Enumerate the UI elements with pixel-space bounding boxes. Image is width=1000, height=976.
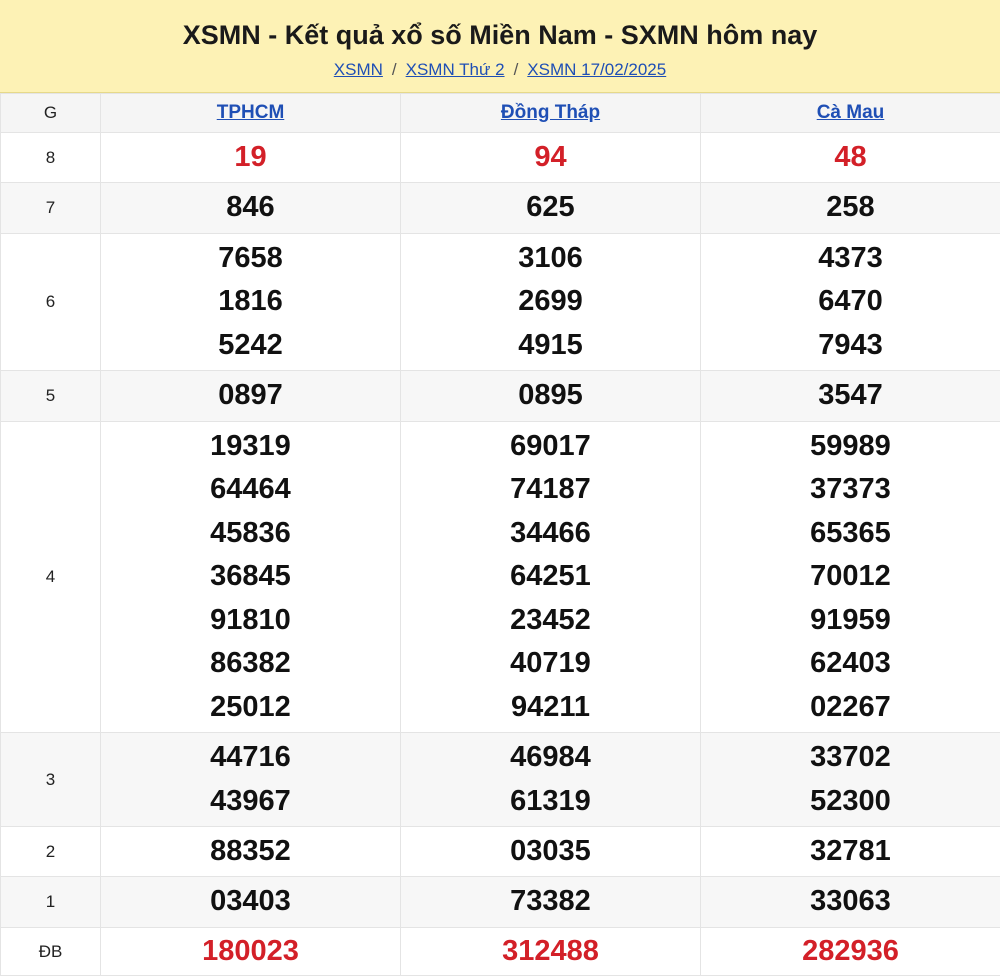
prize-label: 5	[1, 371, 101, 422]
result-number: 88352	[101, 830, 400, 873]
result-number: 73382	[401, 880, 700, 923]
result-number: 5242	[101, 324, 400, 367]
result-number: 40719	[401, 642, 700, 685]
result-cell	[401, 877, 701, 928]
result-number: 91810	[101, 599, 400, 642]
result-number: 625	[401, 186, 700, 229]
result-cell	[101, 133, 401, 183]
result-number: 70012	[701, 555, 1000, 598]
result-number: 36845	[101, 555, 400, 598]
result-number: 19319	[101, 425, 400, 468]
result-number: 1816	[101, 280, 400, 323]
table-header-row	[1, 94, 1000, 133]
result-cell	[701, 133, 1000, 183]
result-number: 64464	[101, 468, 400, 511]
result-number: 282936	[701, 930, 1000, 973]
result-number: 32781	[701, 830, 1000, 873]
result-number: 33063	[701, 880, 1000, 923]
column-header-province	[401, 94, 701, 133]
prize-label: 4	[1, 422, 101, 733]
result-cell	[101, 928, 401, 976]
result-cell	[701, 928, 1000, 976]
result-number: 2699	[401, 280, 700, 323]
prize-row	[1, 877, 1000, 928]
breadcrumb-link-xsmn[interactable]: XSMN	[334, 60, 383, 79]
result-number: 19	[101, 136, 400, 179]
prize-label: 7	[1, 183, 101, 234]
result-number: 65365	[701, 512, 1000, 555]
result-number: 61319	[401, 780, 700, 823]
result-number: 45836	[101, 512, 400, 555]
result-number: 25012	[101, 686, 400, 729]
result-cell	[701, 877, 1000, 928]
breadcrumb-link-date[interactable]: XSMN 17/02/2025	[527, 60, 666, 79]
result-number: 86382	[101, 642, 400, 685]
breadcrumb-separator: /	[514, 60, 519, 79]
result-cell	[101, 183, 401, 234]
result-number: 37373	[701, 468, 1000, 511]
results-table	[0, 93, 1000, 976]
result-number: 0895	[401, 374, 700, 417]
result-number: 62403	[701, 642, 1000, 685]
result-number: 258	[701, 186, 1000, 229]
result-cell	[401, 827, 701, 877]
page-header	[0, 0, 1000, 93]
result-number: 02267	[701, 686, 1000, 729]
result-cell	[101, 422, 401, 733]
result-cell	[101, 827, 401, 877]
result-number: 94211	[401, 686, 700, 729]
result-cell	[401, 733, 701, 827]
result-number: 7943	[701, 324, 1000, 367]
column-header-province	[701, 94, 1000, 133]
prize-row	[1, 133, 1000, 183]
prize-row	[1, 827, 1000, 877]
result-number: 44716	[101, 736, 400, 779]
result-number: 4373	[701, 237, 1000, 280]
result-cell	[101, 371, 401, 422]
result-cell	[401, 371, 701, 422]
prize-row	[1, 928, 1000, 976]
result-cell	[701, 371, 1000, 422]
prize-label: 6	[1, 234, 101, 371]
result-cell	[701, 733, 1000, 827]
result-cell	[101, 877, 401, 928]
result-number: 59989	[701, 425, 1000, 468]
result-number: 52300	[701, 780, 1000, 823]
prize-row	[1, 371, 1000, 422]
prize-row	[1, 234, 1000, 371]
breadcrumb	[0, 59, 1000, 81]
result-number: 33702	[701, 736, 1000, 779]
result-number: 69017	[401, 425, 700, 468]
result-number: 34466	[401, 512, 700, 555]
result-number: 846	[101, 186, 400, 229]
result-cell	[101, 234, 401, 371]
result-cell	[701, 422, 1000, 733]
result-number: 6470	[701, 280, 1000, 323]
result-cell	[101, 733, 401, 827]
result-cell	[701, 234, 1000, 371]
result-number: 03403	[101, 880, 400, 923]
result-number: 23452	[401, 599, 700, 642]
result-number: 48	[701, 136, 1000, 179]
result-cell	[701, 827, 1000, 877]
prize-label: 3	[1, 733, 101, 827]
result-cell	[401, 133, 701, 183]
column-header-prize: G	[1, 94, 101, 133]
result-number: 7658	[101, 237, 400, 280]
result-cell	[701, 183, 1000, 234]
result-number: 03035	[401, 830, 700, 873]
column-header-province	[101, 94, 401, 133]
result-number: 3547	[701, 374, 1000, 417]
prize-label: 8	[1, 133, 101, 183]
result-number: 3106	[401, 237, 700, 280]
result-number: 46984	[401, 736, 700, 779]
result-number: 312488	[401, 930, 700, 973]
result-cell	[401, 928, 701, 976]
prize-label: 1	[1, 877, 101, 928]
result-number: 180023	[101, 930, 400, 973]
prize-label: ĐB	[1, 928, 101, 976]
page-title: XSMN - Kết quả xổ số Miền Nam - SXMN hôm nay	[0, 0, 1000, 52]
prize-row	[1, 422, 1000, 733]
province-link-tphcm[interactable]: TPHCM	[217, 102, 285, 123]
province-link-dong-thap[interactable]: Đồng Tháp	[501, 102, 600, 123]
result-number: 94	[401, 136, 700, 179]
prize-label: 2	[1, 827, 101, 877]
prize-row	[1, 183, 1000, 234]
breadcrumb-link-weekday[interactable]: XSMN Thứ 2	[406, 60, 505, 79]
result-number: 74187	[401, 468, 700, 511]
result-cell	[401, 183, 701, 234]
result-number: 43967	[101, 780, 400, 823]
result-cell	[401, 234, 701, 371]
result-cell	[401, 422, 701, 733]
result-number: 4915	[401, 324, 700, 367]
result-number: 91959	[701, 599, 1000, 642]
province-link-ca-mau[interactable]: Cà Mau	[817, 102, 885, 123]
prize-row	[1, 733, 1000, 827]
result-number: 64251	[401, 555, 700, 598]
result-number: 0897	[101, 374, 400, 417]
breadcrumb-separator: /	[392, 60, 397, 79]
